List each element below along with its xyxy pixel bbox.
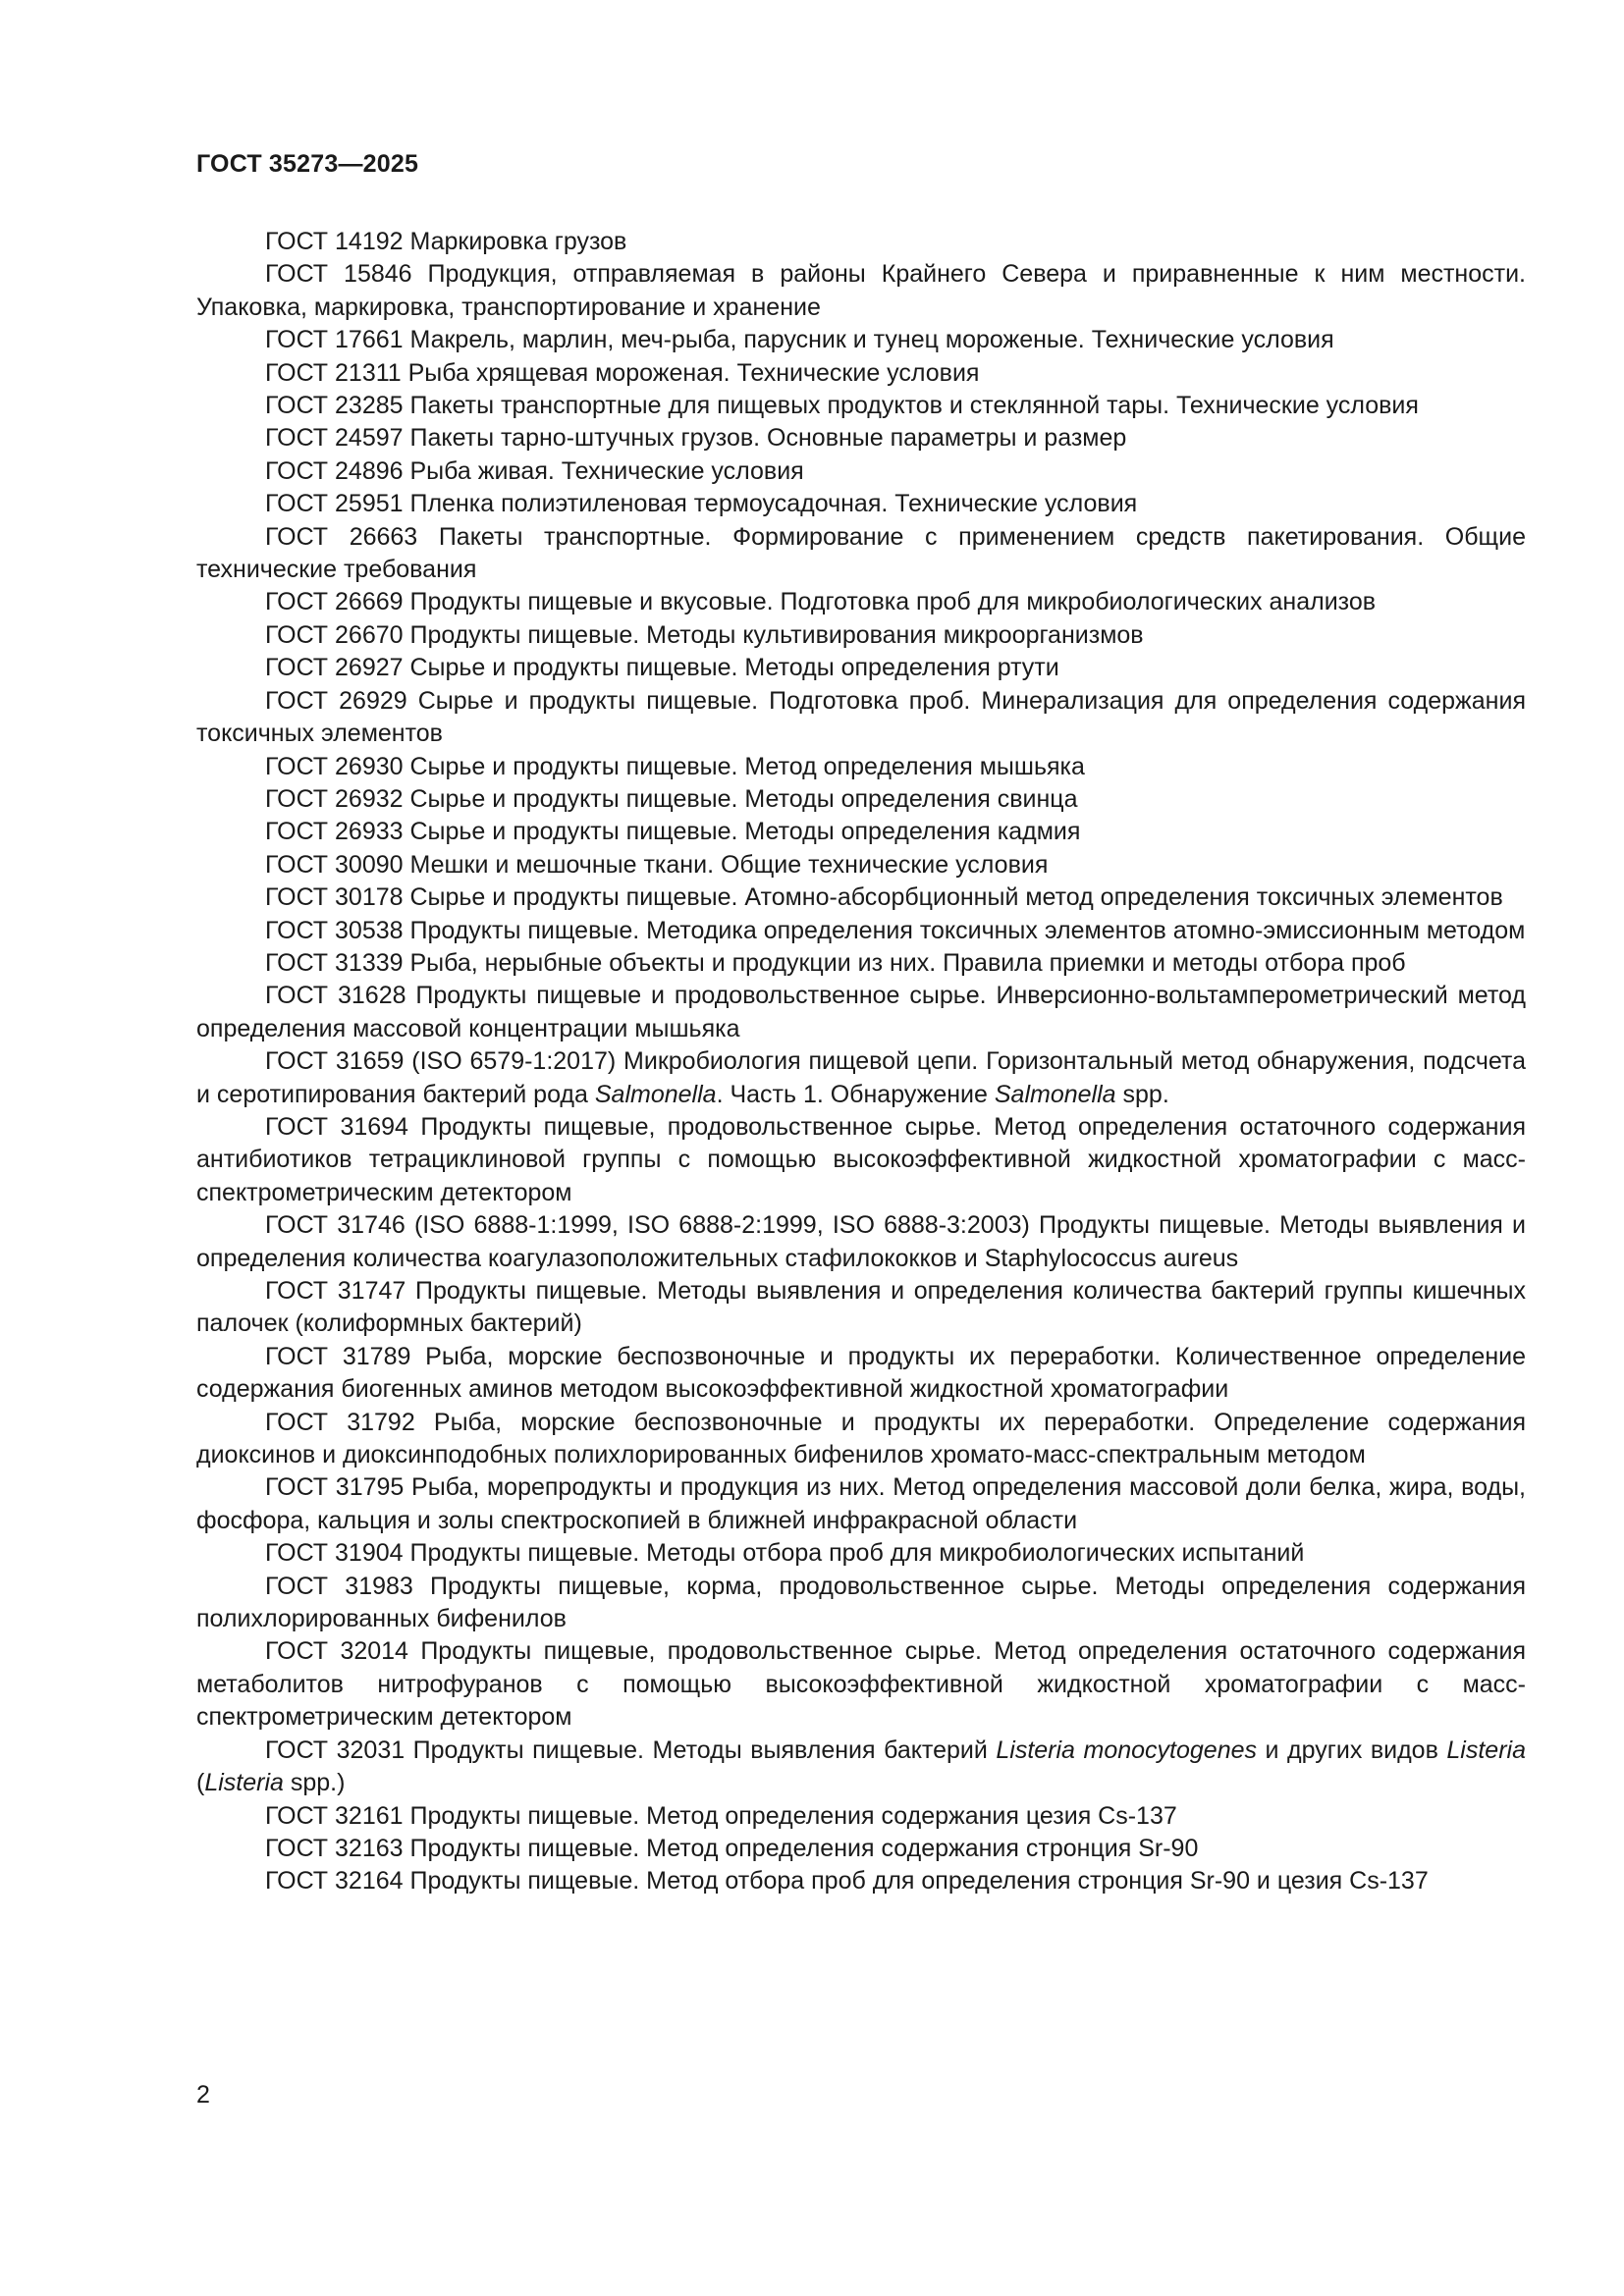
reference-entry — [196, 1471, 1526, 1537]
text-run: ГОСТ 26927 Сырье и продукты пищевые. Методы определения ртути — [265, 654, 1059, 682]
text-run: ГОСТ 30090 Мешки и мешочные ткани. Общие технические условия — [265, 850, 1049, 879]
text-run: ГОСТ 14192 Маркировка грузов — [265, 228, 627, 255]
reference-entry — [196, 685, 1526, 751]
reference-entry — [196, 1209, 1526, 1275]
text-run: ГОСТ 31746 (ISO 6888-1:1999, ISO 6888-2:1999, ISO 6888-3:2003) Продукты пищевые. Методы выявления и определения количества коагулазоположительных стафилококков и Staphylococcus aureus — [196, 1211, 1526, 1272]
text-run: ГОСТ 26933 Сырье и продукты пищевые. Методы определения кадмия — [265, 818, 1081, 846]
reference-entry — [196, 783, 1526, 816]
reference-entry — [196, 980, 1526, 1045]
reference-entry — [196, 1407, 1526, 1472]
text-run: ГОСТ 31789 Рыба, морские беспозвоночные и продукты их переработки. Количественное определение содержания биогенных аминов методом высокоэффективной жидкостной хроматографии — [196, 1342, 1526, 1404]
reference-entry — [196, 226, 1526, 258]
text-run: ГОСТ 31694 Продукты пищевые, продовольственное сырье. Метод определения остаточного содержания антибиотиков тетрациклиновой группы с помощью высокоэффективной жидкостной хроматографии с масс-спектрометрическим детектором — [196, 1112, 1526, 1206]
text-run: ГОСТ 23285 Пакеты транспортные для пищевых продуктов и стеклянной тары. Технические условия — [265, 392, 1419, 420]
italic-text-run: Salmonella — [994, 1080, 1116, 1108]
reference-entry — [196, 1635, 1526, 1734]
reference-entry — [196, 324, 1526, 356]
text-run: и других видов — [1257, 1735, 1447, 1764]
italic-text-run: Listeria — [1446, 1735, 1526, 1764]
text-run: ГОСТ 24597 Пакеты тарно-штучных грузов. Основные параметры и размер — [265, 424, 1127, 453]
text-run: ГОСТ 32031 Продукты пищевые. Методы выявления бактерий — [265, 1735, 997, 1764]
reference-entry — [196, 357, 1526, 390]
text-run: ( — [196, 1769, 205, 1797]
text-run: ГОСТ 25951 Пленка полиэтиленовая термоусадочная. Технические условия — [265, 490, 1138, 518]
reference-entry — [196, 1571, 1526, 1636]
text-run: ГОСТ 31904 Продукты пищевые. Методы отбора проб для микробиологических испытаний — [265, 1539, 1305, 1568]
text-run: . Часть 1. Обнаружение — [716, 1080, 995, 1108]
reference-entry — [196, 816, 1526, 848]
reference-entry — [196, 1735, 1526, 1800]
reference-entry — [196, 1865, 1526, 1897]
text-run: spp. — [1115, 1080, 1169, 1108]
text-run: spp.) — [283, 1769, 346, 1797]
italic-text-run: Listeria — [204, 1769, 284, 1797]
reference-entry — [196, 1111, 1526, 1209]
document-header: ГОСТ 35273—2025 — [196, 150, 419, 178]
text-run: ГОСТ 31339 Рыба, нерыбные объекты и продукции из них. Правила приемки и методы отбора проб — [265, 948, 1406, 977]
text-run: ГОСТ 32161 Продукты пищевые. Метод определения содержания цезия Cs-137 — [265, 1801, 1177, 1830]
text-run: ГОСТ 31659 (ISO 6579-1:2017) Микробиология пищевой цепи. Горизонтальный метод обнаружения, подсчета и серотипирования бактерий рода — [196, 1047, 1526, 1108]
reference-entry — [196, 455, 1526, 488]
reference-entry — [196, 1537, 1526, 1570]
text-run: ГОСТ 26663 Пакеты транспортные. Формирование с применением средств пакетирования. Общие технические требования — [196, 522, 1526, 584]
text-run: ГОСТ 17661 Макрель, марлин, меч-рыба, парусник и тунец мороженые. Технические условия — [265, 326, 1334, 354]
normative-references-list — [196, 226, 1526, 1898]
reference-entry — [196, 1800, 1526, 1833]
text-run: ГОСТ 24896 Рыба живая. Технические условия — [265, 456, 804, 485]
reference-entry — [196, 586, 1526, 618]
reference-entry — [196, 947, 1526, 980]
reference-entry — [196, 521, 1526, 587]
page-number: 2 — [196, 2081, 210, 2109]
reference-entry — [196, 422, 1526, 454]
text-run: ГОСТ 32014 Продукты пищевые, продовольственное сырье. Метод определения остаточного содержания метаболитов нитрофуранов с помощью высокоэффективной жидкостной хроматографии с масс-спектрометрическим детектором — [196, 1637, 1526, 1732]
reference-entry — [196, 1275, 1526, 1341]
text-run: ГОСТ 32163 Продукты пищевые. Метод определения содержания стронция Sr-90 — [265, 1834, 1199, 1862]
text-run: ГОСТ 31628 Продукты пищевые и продовольственное сырье. Инверсионно-вольтамперометрический метод определения массовой концентрации мышьяка — [196, 982, 1526, 1042]
text-run: ГОСТ 26930 Сырье и продукты пищевые. Метод определения мышьяка — [265, 752, 1085, 780]
reference-entry — [196, 849, 1526, 881]
reference-entry — [196, 1045, 1526, 1111]
text-run: ГОСТ 32164 Продукты пищевые. Метод отбора проб для определения стронция Sr-90 и цезия Cs-137 — [265, 1867, 1429, 1896]
reference-entry — [196, 619, 1526, 652]
text-run: ГОСТ 30538 Продукты пищевые. Методика определения токсичных элементов атомно-эмиссионным методом — [265, 916, 1526, 944]
reference-entry — [196, 751, 1526, 783]
italic-text-run: Salmonella — [594, 1080, 717, 1108]
reference-entry — [196, 258, 1526, 324]
text-run: ГОСТ 26929 Сырье и продукты пищевые. Подготовка проб. Минерализация для определения содержания токсичных элементов — [196, 686, 1526, 748]
text-run: ГОСТ 31795 Рыба, морепродукты и продукция из них. Метод определения массовой доли белка, жира, воды, фосфора, кальция и золы спектроскопией в ближней инфракрасной области — [196, 1473, 1526, 1534]
text-run: ГОСТ 26669 Продукты пищевые и вкусовые. Подготовка проб для микробиологических анализов — [265, 588, 1377, 616]
text-run: ГОСТ 31747 Продукты пищевые. Методы выявления и определения количества бактерий группы кишечных палочек (колиформных бактерий) — [196, 1277, 1526, 1338]
text-run: ГОСТ 15846 Продукция, отправляемая в районы Крайнего Севера и приравненные к ним местности. Упаковка, маркировка, транспортирование и хранение — [196, 260, 1526, 321]
italic-text-run: Listeria monocytogenes — [996, 1735, 1257, 1764]
reference-entry — [196, 652, 1526, 684]
text-run: ГОСТ 31983 Продукты пищевые, корма, продовольственное сырье. Методы определения содержания полихлорированных бифенилов — [196, 1572, 1526, 1633]
reference-entry — [196, 488, 1526, 520]
text-run: ГОСТ 26670 Продукты пищевые. Методы культивирования микроорганизмов — [265, 620, 1144, 649]
text-run: ГОСТ 21311 Рыба хрящевая мороженая. Технические условия — [265, 358, 980, 387]
text-run: ГОСТ 30178 Сырье и продукты пищевые. Атомно-абсорбционный метод определения токсичных элементов — [265, 883, 1503, 912]
reference-entry — [196, 1341, 1526, 1407]
reference-entry — [196, 881, 1526, 914]
reference-entry — [196, 915, 1526, 947]
text-run: ГОСТ 31792 Рыба, морские беспозвоночные и продукты их переработки. Определение содержания диоксинов и диоксинподобных полихлорированных бифенилов хромато-масс-спектральным методом — [196, 1408, 1526, 1469]
reference-entry — [196, 390, 1526, 422]
text-run: ГОСТ 26932 Сырье и продукты пищевые. Методы определения свинца — [265, 784, 1078, 813]
reference-entry — [196, 1833, 1526, 1865]
